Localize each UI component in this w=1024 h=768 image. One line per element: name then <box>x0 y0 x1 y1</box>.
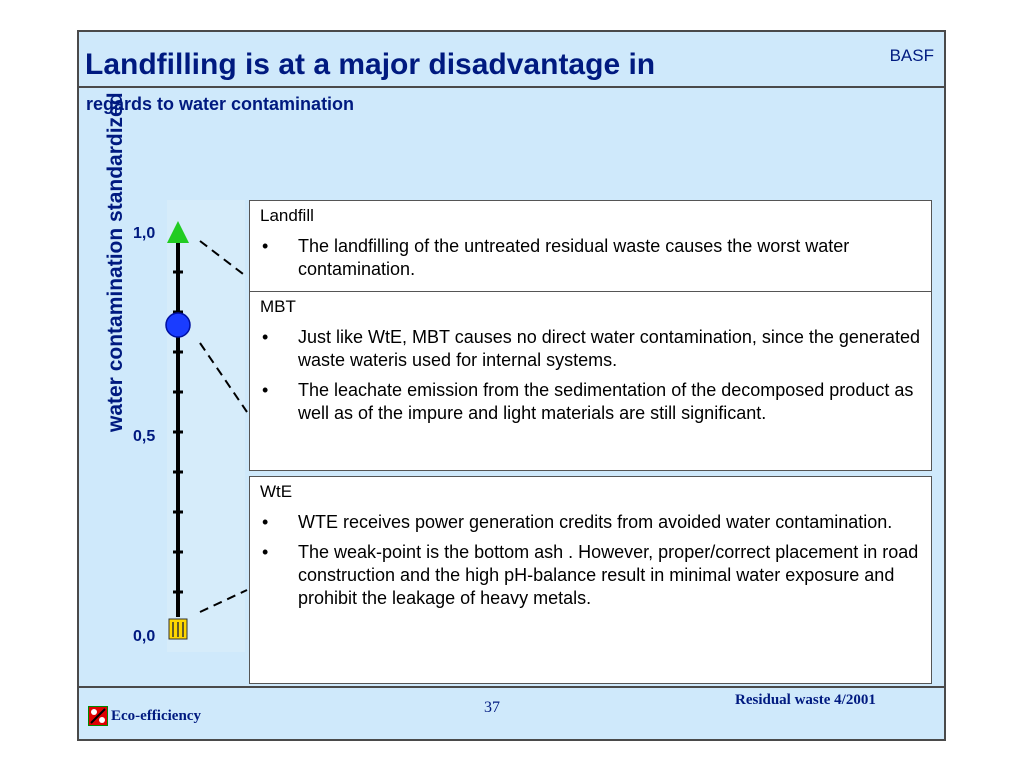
footer-left <box>88 706 201 726</box>
tick-label-05: 0,5 <box>133 428 156 445</box>
landfill-box <box>249 200 932 292</box>
wte-bullet: • The weak-point is the bottom ash . However, proper/correct placement in road construction and the high pH-balance result in minimal water exposure and prohibit the leakage of heavy metals. <box>262 542 919 608</box>
mbt-marker-circle <box>166 313 190 337</box>
landfill-bullet: • The landfilling of the untreated residual waste causes the worst water contamination. <box>262 236 850 279</box>
mbt-bullet-list <box>260 326 923 425</box>
mbt-box <box>249 291 932 471</box>
landfill-box-title: Landfill <box>260 206 314 225</box>
brand-label: BASF <box>889 46 934 65</box>
wte-bullet: • WTE receives power generation credits from avoided water contamination. <box>262 512 893 532</box>
footer-right: Residual waste 4/2001 <box>735 692 876 708</box>
tick-label-1: 1,0 <box>133 225 156 242</box>
landfill-bullet-list <box>260 235 923 281</box>
footer-divider <box>79 686 944 688</box>
tick-label-0: 0,0 <box>133 628 156 645</box>
mbt-box-title: MBT <box>260 297 296 316</box>
axis-title: water contamination standardized <box>104 92 127 432</box>
slide-subtitle: regards to water contamination <box>86 94 355 114</box>
footer-left-label: Eco-efficiency <box>111 707 201 724</box>
mbt-bullet: • Just like WtE, MBT causes no direct water contamination, since the generated waste wateris used for internal systems. <box>262 327 920 370</box>
wte-bullet-list <box>260 511 923 610</box>
wte-box-title: WtE <box>260 482 293 501</box>
eco-efficiency-logo-icon <box>88 706 108 726</box>
slide-title: Landfilling is at a major disadvantage in <box>85 48 656 81</box>
wte-marker-pillar <box>169 619 187 639</box>
page-number: 37 <box>484 699 500 716</box>
wte-box <box>249 476 932 684</box>
slide <box>77 30 946 741</box>
mbt-bullet: • The leachate emission from the sedimentation of the decomposed product as well as of the impure and light materials are still significant. <box>262 380 914 423</box>
